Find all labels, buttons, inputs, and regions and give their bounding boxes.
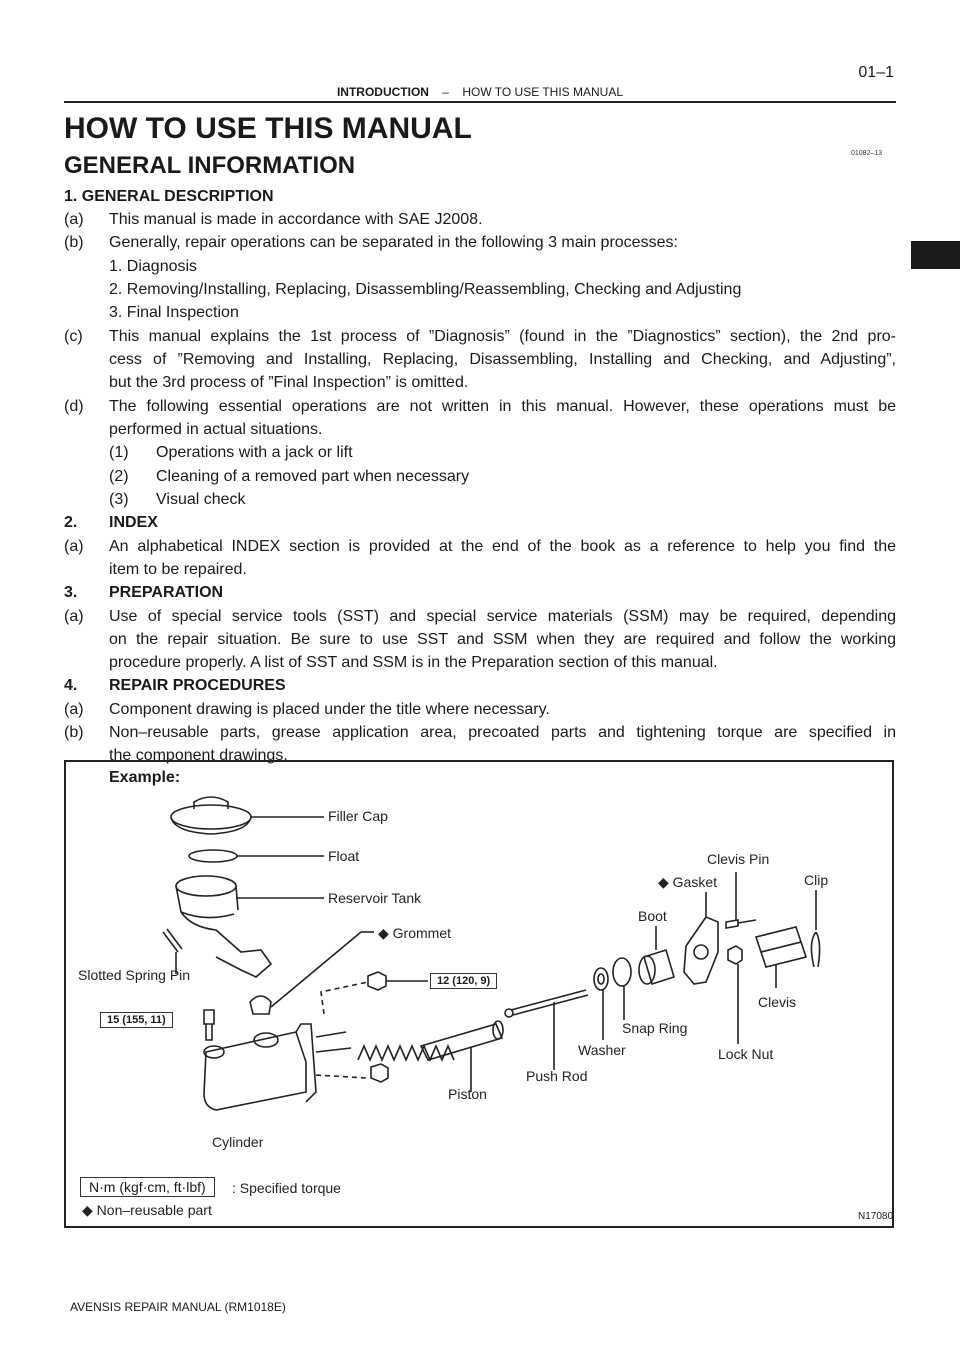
header-subsection: HOW TO USE THIS MANUAL bbox=[462, 85, 624, 99]
label-gasket bbox=[658, 874, 717, 891]
document-id: 01082–13 bbox=[851, 150, 883, 157]
label-boot: Boot bbox=[638, 908, 667, 924]
header-separator: – bbox=[442, 85, 449, 99]
s2-heading: INDEX bbox=[109, 514, 158, 531]
s4-b-line1: Non–reusable parts, grease application area, precoated parts and tightening torque are specified in bbox=[109, 724, 896, 741]
s4-example: Example: bbox=[109, 769, 181, 786]
s1-d-mark: (d) bbox=[64, 398, 84, 415]
s1-d-line2: performed in actual situations. bbox=[109, 421, 323, 438]
label-reservoir-tank: Reservoir Tank bbox=[328, 890, 422, 906]
s1-c-line2: cess of ”Removing and Installing, Replacing, Disassembling, Installing and Checking, and Adjusting”, bbox=[109, 351, 896, 368]
s1-c-line1: This manual explains the 1st process of ”Diagnosis” (found in the ”Diagnostics” section), the 2nd pro- bbox=[109, 328, 896, 345]
s1-d3-text: Visual check bbox=[156, 491, 246, 508]
s1-a-mark: (a) bbox=[64, 211, 84, 228]
label-slotted-spring-pin: Slotted Spring Pin bbox=[78, 967, 191, 983]
s4-b-line2: the component drawings. bbox=[109, 747, 288, 764]
s2-a-line2: item to be repaired. bbox=[109, 561, 247, 578]
page-number: 01–1 bbox=[858, 64, 894, 81]
s4-a-text: Component drawing is placed under the title where necessary. bbox=[109, 701, 550, 718]
label-cylinder: Cylinder bbox=[212, 1134, 264, 1150]
s3-a-mark: (a) bbox=[64, 608, 84, 625]
header-rule bbox=[64, 101, 896, 103]
section-tab bbox=[911, 241, 960, 269]
label-clevis: Clevis bbox=[758, 994, 797, 1010]
s1-heading: 1. GENERAL DESCRIPTION bbox=[64, 188, 274, 205]
s1-b-text: Generally, repair operations can be separated in the following 3 main processes: bbox=[109, 234, 678, 251]
label-piston: Piston bbox=[448, 1086, 487, 1102]
s3-a-line1: Use of special service tools (SST) and special service materials (SSM) may be required, depending bbox=[109, 608, 896, 625]
s4-heading: REPAIR PROCEDURES bbox=[109, 677, 286, 694]
s4-a-mark: (a) bbox=[64, 701, 84, 718]
header-section: INTRODUCTION bbox=[336, 85, 429, 99]
figure-number: N17080 bbox=[858, 1211, 894, 1222]
footer-manual-id: AVENSIS REPAIR MANUAL (RM1018E) bbox=[70, 1300, 286, 1314]
component-figure bbox=[64, 760, 894, 1228]
nonreusable-marker-icon: ◆ bbox=[82, 1202, 93, 1218]
label-grommet-text: Grommet bbox=[392, 925, 452, 941]
label-clip: Clip bbox=[804, 872, 829, 888]
legend-torque-unit: N·m (kgf·cm, ft·lbf) bbox=[80, 1177, 215, 1197]
s1-b3: 3. Final Inspection bbox=[109, 304, 239, 321]
s1-d-line1: The following essential operations are not written in this manual. However, these operations must be bbox=[109, 398, 896, 415]
s1-d1-mark: (1) bbox=[109, 444, 129, 461]
s1-b2: 2. Removing/Installing, Replacing, Disassembling/Reassembling, Checking and Adjusting bbox=[109, 281, 742, 298]
s2-a-mark: (a) bbox=[64, 538, 84, 555]
s4-b-mark: (b) bbox=[64, 724, 84, 741]
label-washer: Washer bbox=[578, 1042, 626, 1058]
s4-num: 4. bbox=[64, 677, 78, 694]
s1-c-mark: (c) bbox=[64, 328, 83, 345]
torque-box-12: 12 (120, 9) bbox=[430, 973, 497, 989]
s2-num: 2. bbox=[64, 514, 78, 531]
torque-box-15: 15 (155, 11) bbox=[100, 1012, 173, 1028]
s1-a-text: This manual is made in accordance with SAE J2008. bbox=[109, 211, 483, 228]
legend-torque-text: : Specified torque bbox=[232, 1180, 341, 1196]
label-push-rod: Push Rod bbox=[526, 1068, 588, 1084]
s3-a-line2: on the repair situation. Be sure to use SST and SSM when they are required and follow the working bbox=[109, 631, 896, 648]
s3-a-line3: procedure properly. A list of SST and SSM is in the Preparation section of this manual. bbox=[109, 654, 718, 671]
s3-heading: PREPARATION bbox=[109, 584, 224, 601]
page-title: HOW TO USE THIS MANUAL bbox=[64, 112, 472, 145]
s3-num: 3. bbox=[64, 584, 78, 601]
legend-nonreusable-text: Non–reusable part bbox=[96, 1202, 212, 1218]
s1-d1-text: Operations with a jack or lift bbox=[156, 444, 353, 461]
label-snap-ring: Snap Ring bbox=[622, 1020, 688, 1036]
label-grommet bbox=[378, 925, 451, 942]
s2-a-line1: An alphabetical INDEX section is provided at the end of the book as a reference to help you find the bbox=[109, 538, 896, 555]
s1-d2-text: Cleaning of a removed part when necessary bbox=[156, 468, 470, 485]
s1-c-line3: but the 3rd process of ”Final Inspection” is omitted. bbox=[109, 374, 469, 391]
legend-nonreusable bbox=[82, 1202, 212, 1219]
page-subtitle: GENERAL INFORMATION bbox=[64, 152, 356, 179]
label-filler-cap: Filler Cap bbox=[328, 808, 388, 824]
nonreusable-marker-icon: ◆ bbox=[378, 925, 389, 941]
label-float: Float bbox=[328, 848, 360, 864]
s1-d3-mark: (3) bbox=[109, 491, 129, 508]
label-clevis-pin: Clevis Pin bbox=[707, 851, 770, 867]
running-header bbox=[0, 85, 960, 99]
s1-d2-mark: (2) bbox=[109, 468, 129, 485]
label-gasket-text: Gasket bbox=[672, 874, 718, 890]
label-lock-nut: Lock Nut bbox=[718, 1046, 774, 1062]
nonreusable-marker-icon: ◆ bbox=[658, 874, 669, 890]
s1-b-mark: (b) bbox=[64, 234, 84, 251]
s1-b1: 1. Diagnosis bbox=[109, 258, 198, 275]
